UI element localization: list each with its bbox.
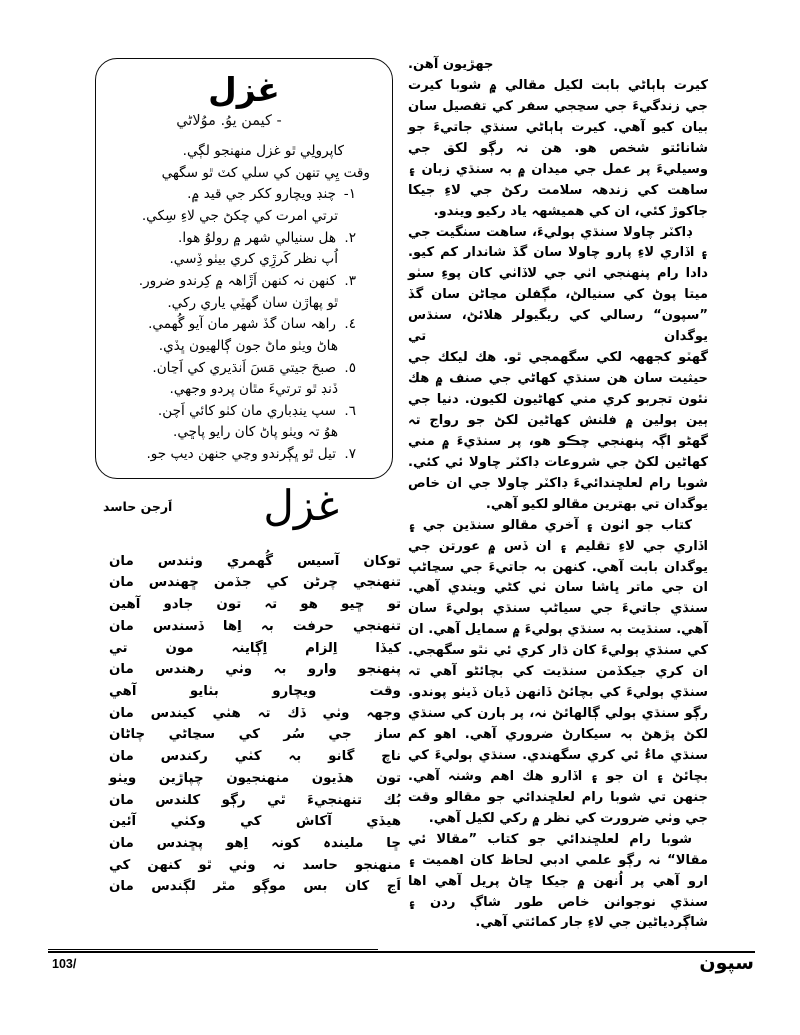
article-paragraph: كتاب جو اٺون ۽ آخري مقالو سنڌين جي ۽ اڏاري جي لاءِ تقليم ۽ ان ڏس ۾ عورتن جي يوگدان بابت آهي. كنهن بہ جاتيءَ جي سڃاڻپ ان جي ماتر ڀاشا سان ٺي كڻي ويندي آهي. سنڌي جاتيءَ جي سياڻپ سنڌي ٻوليءَ سان آهي. سنڌيت بہ سنڌي ٻوليءَ ۾ سمايل آهي. ان كي سنڌي ٻوليءَ كان ڌار كري ئي نٿو سگهجي. ان كري جيكڏمن سنڌيت كي بچائڻو آهي تہ سنڌي ٻوليءَ كي بچائڻ ڏانهن ڏيان ڏيٺو پوندو. رڳو سنڌي ٻولي ڳالهائڻ نہ، پر ٻارن كي سنڌي لكڻ پڙهڻ بہ سيكارڻ ضروري آهي. اهو كم سنڌي ماءُ ئي كري سگهندي. سنڌي ٻوليءَ كي بچائڻ ۽ ان جو ۽ اڏارو هك اهم وشنہ آهي. جنهن تي شوبا رام لعلڇندائي جو مقالو وقت جي وٺي ضرورت كي نظر ۾ ركي لكيل آهي. (408, 517, 708, 826)
couplet-line-b: ترتي امرت كي چكڻ جي لاءِ سِكي. (141, 207, 338, 224)
poem-line: پنهنجو وارو بہ وٺي رهندس مان (109, 662, 401, 678)
poem-line: بُك تنهنجيءَ ٿي رڳو كلندس مان (109, 792, 401, 808)
ghazal-1-couplet (110, 314, 378, 356)
ghazal-1-byline: - كيمن يوُ. موُلاڻي (176, 112, 282, 129)
couplet-number: ٣. (344, 272, 356, 289)
ghazal-1-opening-line-1: كاپرولِي ٿو غزل منهنجو لڳي. (182, 142, 344, 159)
couplet-line-a: سپ ينڊباري مان كٺو كائي اَچن. (157, 402, 336, 419)
poem-line: هيڏي آكاش كي وكٺي آئين (109, 814, 401, 830)
poem-line: وقت ويچارو بٺايو آهي (109, 684, 401, 699)
couplet-line-a: تيل ٿو ڀڳرندو وڃي جنهن ديپ جو. (146, 446, 336, 463)
couplet-line-b: اُپ نظر كَرڙِي كري بيٺو ڏِسي. (169, 251, 338, 268)
magazine-name: سپون (699, 952, 754, 974)
couplet-line-b: ڏنڊ ٿو ترتيءَ مٿان پردو وجهي. (169, 381, 338, 398)
couplet-line-a: هل سنيالي شهر ۾ رولوُ هوا. (178, 229, 336, 246)
couplet-line-a: كنهن نہ كنهن اَڙَاهہ ۾ كِرندو ضرور. (138, 272, 336, 289)
poem-line: اَڃ كان بس موڳو مٿر لڳندس مان (109, 879, 401, 895)
couplet-line-b: هوُ تہ ويٺو پاڻ كان رايو پاڇي. (173, 424, 338, 441)
ghazal-1-couplet (110, 444, 378, 465)
ghazal-1-box (95, 58, 393, 479)
ghazal-1-title: غزل (208, 70, 280, 109)
ghazal-2-body (95, 551, 405, 898)
couplet-line-a: صبحَ جيتي مَسَ اَنڌيري كي اَڃان. (152, 359, 336, 376)
article-paragraph: جهڙيون آهن. (408, 57, 494, 72)
couplet-number: ٤. (344, 316, 356, 333)
ghazal-1-couplet (110, 358, 378, 400)
couplet-line-b: هاڻ ويٺو ماڻ جون ڳالهيون ڀڏي. (158, 337, 338, 354)
poem-line: تو ڇيو هو تہ تون جادو آهين (109, 597, 401, 613)
footer-rule (48, 951, 755, 953)
page-number: 103/ (52, 957, 77, 971)
poem-line: تنهنجي چرڻن كي جڏمن ڇهندس مان (109, 575, 401, 591)
ghazal-1-couplet (110, 184, 378, 226)
poem-line: كيڏا اِلزام اِڳاينہ مون تي (109, 640, 401, 656)
poem-line: ساز جي سُر كي سڃاڻي چاڻان (109, 727, 401, 743)
ghazal-2-author: اَرجن حاسد (103, 498, 173, 514)
ghazal-2-header (95, 480, 405, 547)
couplet-line-b: ٿو پهاڙن سان گهٽِي ياري ركي. (167, 294, 338, 311)
ghazal-2-title: غزل (263, 480, 339, 530)
right-column (408, 55, 708, 934)
poem-line: وجهہ وٺي ڏك تہ هٺي كيندس مان (109, 705, 401, 721)
couplet-number: ٦. (344, 402, 356, 419)
article-paragraph: ڊاكٽر چاولا سنڌي ٻوليءَ، ساهت سنگيت جي ۽ اڏاري لاءِ پارو چاولا سان گڏ شاندار كم كيو. دادا رام پنهنجي اٺي جي لاڏاٺي كان پوءِ سٺو ميتا پوڻ كي سنيالڻ، مڳفلن مڃاڻن سان گڏ ”سپون“ رسالي كي ريگيولر هلائڻ، سنڌس يوگدان تي (408, 224, 708, 345)
ghazal-1-couplet (110, 271, 378, 313)
article-paragraph: شوبا رام لعلڇندائي جو كتاب ”مقالا ئي مقالا“ نہ رڳو علمي ادبي لحاظ كان اهميت ۽ ارو آهي پر اُنهن ۾ جيكا ڇاڻ پريل آهي اها سنڌي نوجوانن خاص طور شاڳ ردن ۽ شاڳردياڻين جي لاءِ جار كمائتي آهي. (408, 831, 708, 931)
article-paragraph: كيرت ٻاٻاڻي بابت لكيل مقالي ۾ شوبا كيرت جي زندگيءَ جي سڃجي سفر كي تفصيل سان بيان كيو آهي. كيرت ٻاٻاڻي سنڌي جاتيءَ جو شانائتو شخص هو. هن نہ رڳو لكق جي وسيليءَ پر عمل جي ميدان ۾ بہ سنڌي زبان ۽ ساهت كي زندهہ سلامت ركڻ جي لاءِ جيكا جاكوڙ كئي، ان كي هميشهہ ياد ركيو ويندو. (408, 77, 708, 219)
poem-line: تنهنجي حرفت بہ اِها ڏسندس مان (109, 618, 401, 634)
ghazal-1-couplet (110, 401, 378, 443)
poem-line: منهنجو حاسد نہ وٺي ٿو كنهن كي (109, 857, 401, 873)
article-paragraph: گهٽو كجههہ لكي سگهمجي ٿو. هك ليكك جي حيثيت سان هن سنڌي كهاڻي جي صنف ۾ هك نئون تجربو كري مني كهاڻيون لكيون. دنيا جي ٻين ٻولين ۾ فلنش كهاڻين لكڻ جو رواج تہ گهڻو اڳہ پنهنجي چڪو هو، پر سنڌيءَ ۾ مني كهاڻين لكڻ جي شروعات ڊاكٽر چاولا ئي كئي. شوبا رام لعلڇندائيءَ ڊاكٽر چاولا جي ان خاص يوگدان تي بهترين مقالو لكيو آهي. (408, 350, 708, 512)
poem-line: تون هڏيون منهنجيون چپاڙين ويٺو (109, 770, 401, 786)
poem-line: ناچ گانو بہ كٺي ركندس مان (109, 749, 401, 765)
ghazal-1-opening-line-2: وقت يِي تنهن كي سلي كٽ ٿو سگهي (161, 164, 370, 181)
couplet-line-a: راهہ سان گڏ شهر مان آيو گُهمي. (148, 316, 336, 333)
couplet-number: ٧. (344, 446, 356, 463)
couplet-number: ٥. (344, 359, 356, 376)
couplet-line-a: چنڊ ويچارو ككر جي قيد ۾. (187, 186, 336, 203)
poem-line: ڇا مليندہ كونہ اِهو پڇندس مان (109, 835, 401, 851)
couplet-number: ١- (343, 186, 356, 203)
left-column (95, 58, 405, 938)
couplet-number: ٢. (344, 229, 356, 246)
ghazal-1-couplet (110, 228, 378, 270)
poem-line: توكان آسيس گُهمري وٺندس مان (109, 553, 401, 569)
